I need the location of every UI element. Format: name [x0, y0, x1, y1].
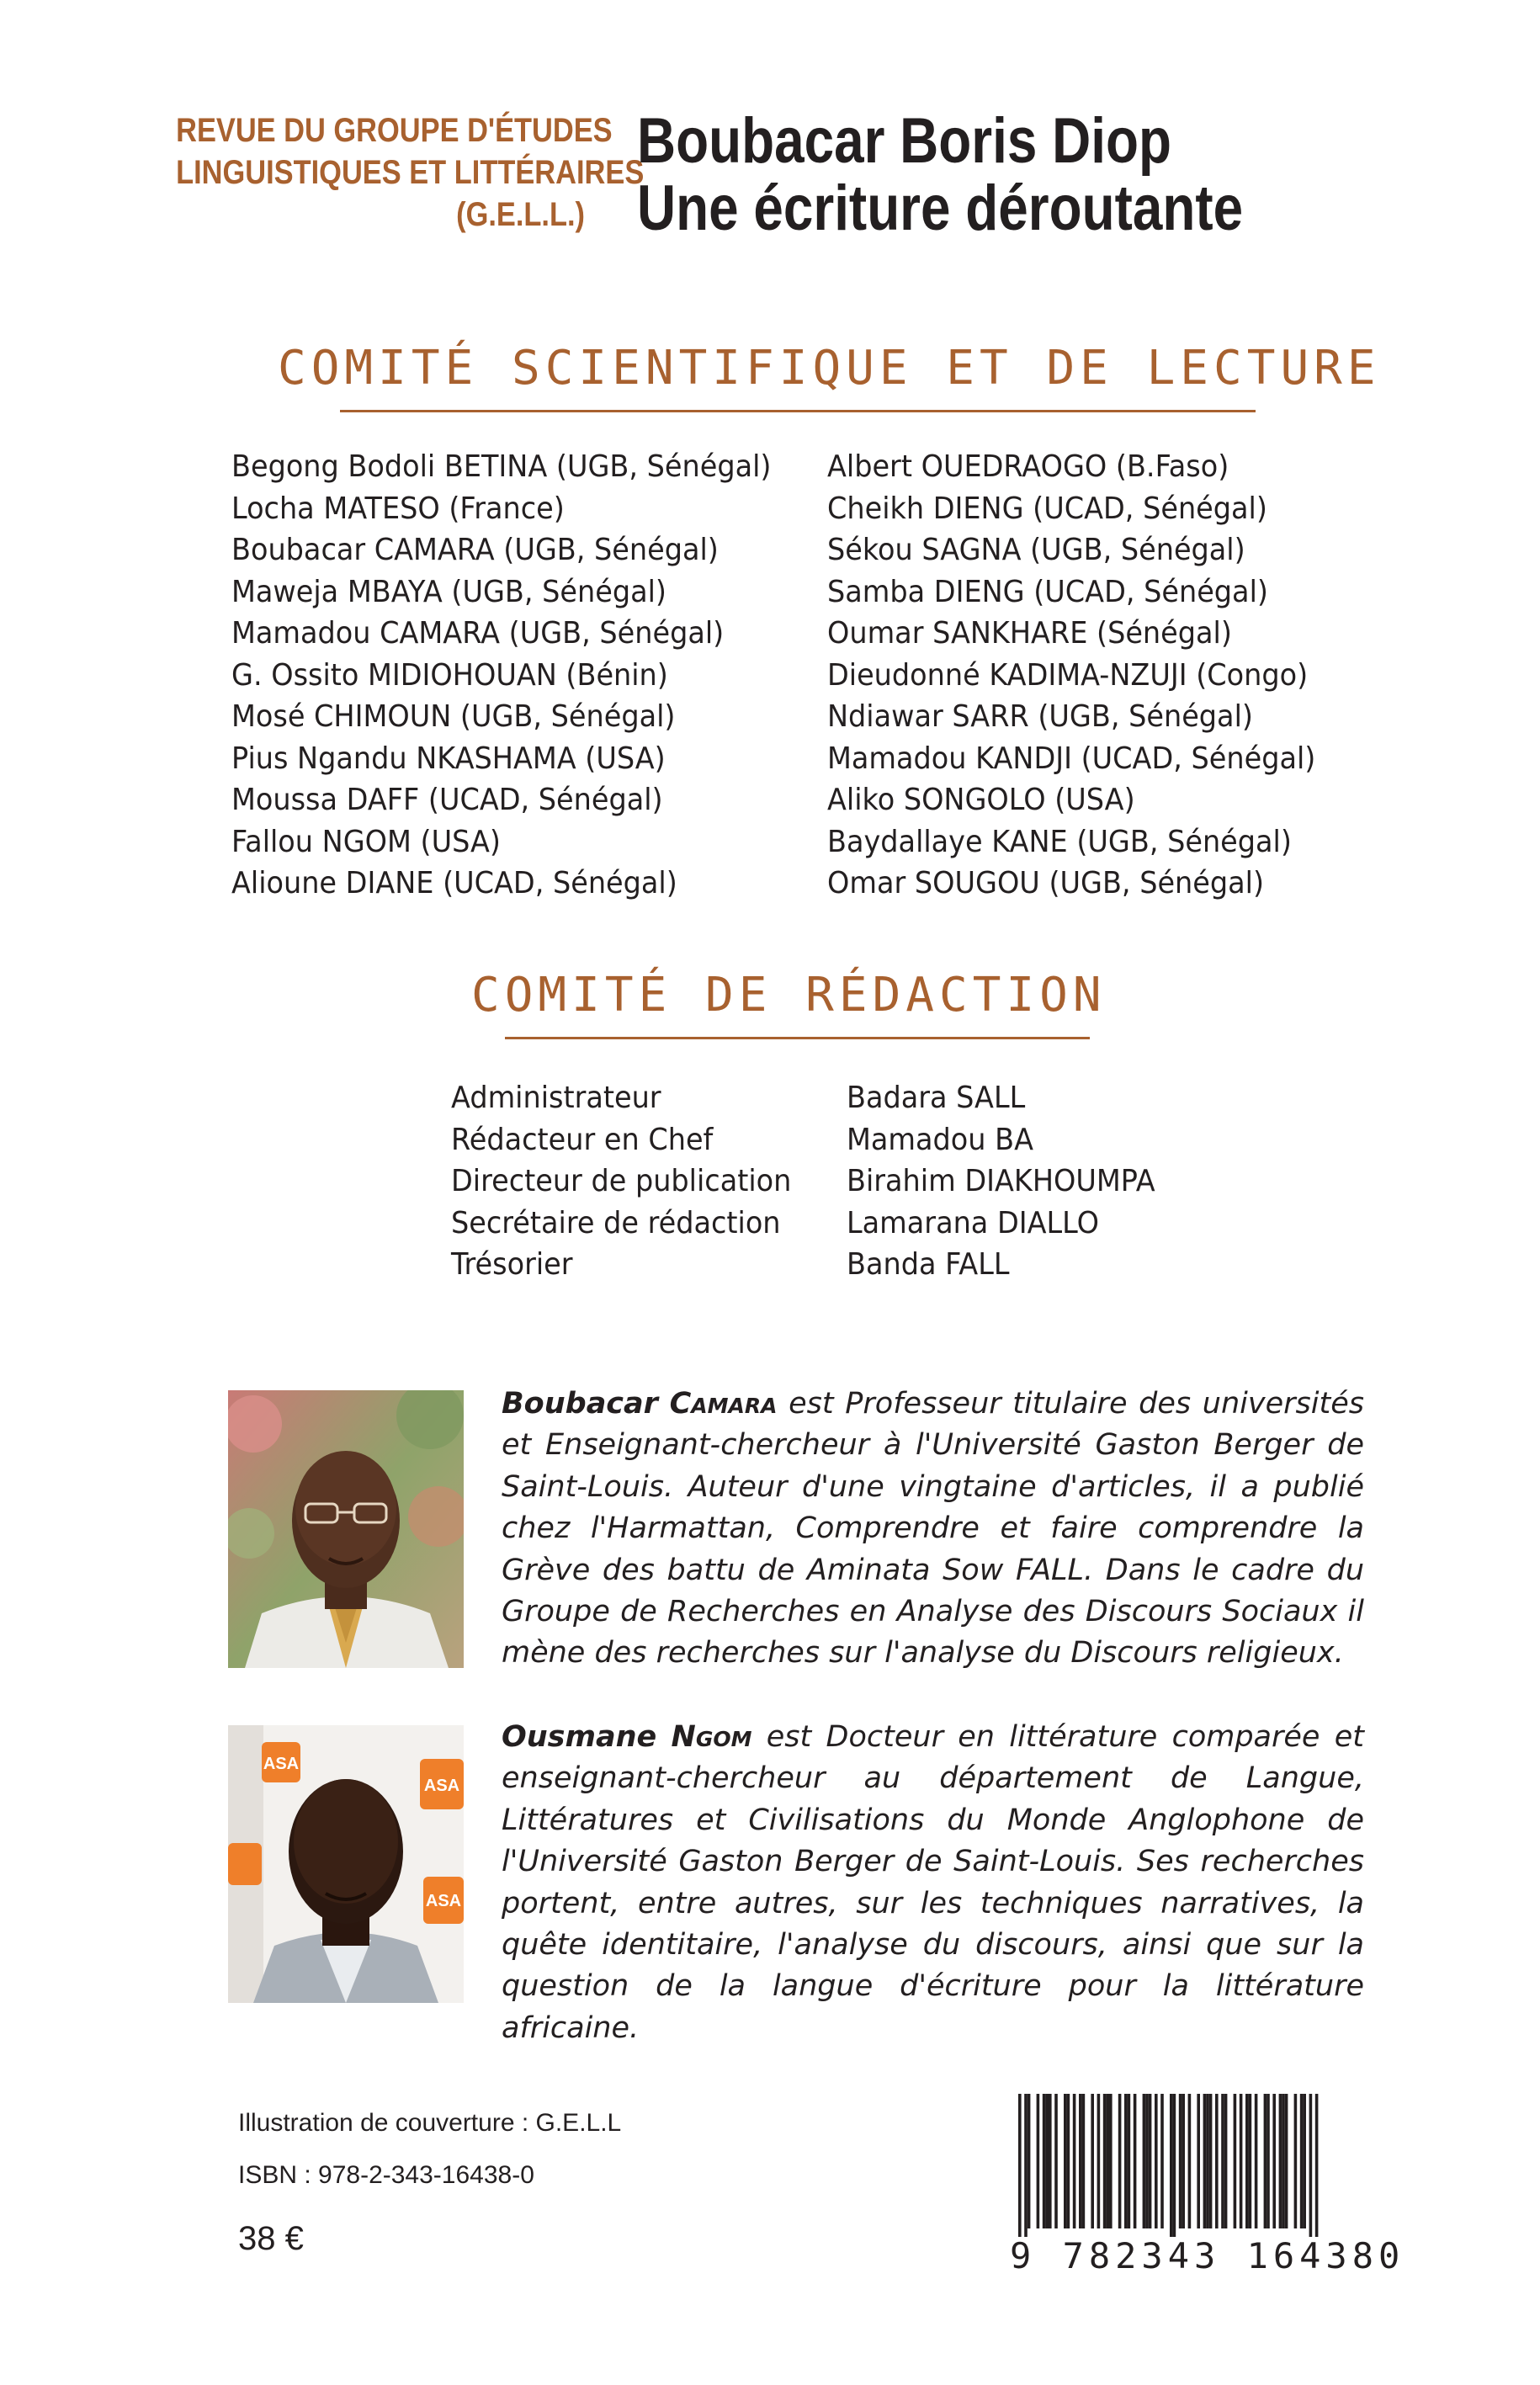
book-title: [637, 105, 1244, 244]
barcode-bar: [1155, 2094, 1158, 2228]
committee-member: Albert OUEDRAOGO (B.Faso): [827, 449, 1229, 484]
barcode-bar: [1064, 2094, 1067, 2228]
journal-name-line: (G.E.L.L.): [456, 196, 585, 233]
barcode-bar: [1206, 2094, 1209, 2228]
editorial-member: Badara SALL: [847, 1081, 1026, 1115]
barcode-bar: [1209, 2094, 1213, 2228]
barcode-bar: [1079, 2094, 1082, 2228]
barcode-bar: [1309, 2094, 1313, 2237]
journal-name: [176, 109, 645, 236]
barcode-bar: [1037, 2094, 1040, 2228]
barcode-bar: [1043, 2094, 1046, 2228]
barcode-bar: [1118, 2094, 1122, 2228]
barcode-digits: 9 782343 164380: [1010, 2235, 1405, 2276]
barcode-bar: [1109, 2094, 1113, 2228]
barcode-bar: [1179, 2094, 1182, 2228]
barcode-bar: [1303, 2094, 1306, 2228]
barcode-bar: [1221, 2094, 1224, 2228]
barcode-bar: [1315, 2094, 1319, 2237]
barcode-bar: [1215, 2094, 1219, 2228]
editorial-committee-title: COMITÉ DE RÉDACTION: [471, 968, 1107, 1023]
barcode-bar: [1300, 2094, 1304, 2228]
committee-member: Moussa DAFF (UCAD, Sénégal): [231, 783, 663, 817]
bio-text: est Docteur en littérature comparée et enseignant-chercheur au département de Langue, Littératures et Civilisations du Monde Anglophone de l'Université Gaston Berger de Saint-Louis. Ses recherches portent, entre autres, sur les techniques narratives, la quête identitaire, l'analyse du discours, ainsi que sur la question de la langue d'écriture pour la littérature africaine.: [502, 1720, 1364, 2045]
barcode-bar: [1272, 2094, 1276, 2228]
editorial-committee-rule: [505, 1037, 1090, 1039]
committee-member: Dieudonné KADIMA-NZUJI (Congo): [827, 657, 1309, 693]
barcode-bar: [1018, 2094, 1022, 2237]
barcode-bar: [1285, 2094, 1288, 2228]
bio-ousmane-ngom: [502, 1717, 1364, 2049]
committee-member: Locha MATESO (France): [231, 491, 565, 526]
barcode-bar: [1128, 2094, 1131, 2228]
committee-member: Oumar SANKHARE (Sénégal): [827, 616, 1232, 651]
committee-member: Baydallaye KANE (UGB, Sénégal): [827, 824, 1292, 859]
committee-member: Omar SOUGOU (UGB, Sénégal): [827, 866, 1265, 900]
badge-text: ASA: [423, 1777, 460, 1795]
bio-last-name: Ngom: [671, 1720, 752, 1754]
book-title-line: Boubacar Boris Diop: [637, 105, 1171, 177]
barcode-bar: [1097, 2094, 1101, 2228]
editorial-member: Lamarana DIALLO: [847, 1205, 1099, 1240]
cover-illustration-credit: Illustration de couverture : G.E.L.L: [238, 2109, 622, 2137]
editorial-member: Birahim DIAKHOUMPA: [847, 1164, 1155, 1198]
editorial-role: Trésorier: [451, 1247, 573, 1282]
scientific-committee-rule: [340, 410, 1256, 412]
bio-first-name: Ousmane: [502, 1720, 657, 1754]
barcode-bar: [1103, 2094, 1107, 2228]
barcode-bar: [1279, 2094, 1282, 2228]
barcode-bar: [1045, 2094, 1049, 2228]
bio-text: est Professeur titulaire des universités et Enseignant-chercheur à l'Université Gaston Berger de Saint-Louis. Auteur d'une vingtaine d'articles, il a publié chez l'Harmattan, Comprendre et faire comprendre la Grève des battu de Aminata Sow FALL. Dans le cadre du Groupe de Recherches en Analyse des Discours Sociaux il mène des recherches sur l'analyse du Discours religieux.: [502, 1387, 1364, 1671]
editorial-role: Secrétaire de rédaction: [451, 1205, 781, 1240]
barcode-bar: [1073, 2094, 1076, 2228]
barcode-bar: [1160, 2094, 1164, 2228]
barcode-bar: [1224, 2094, 1228, 2228]
barcode-bar: [1067, 2094, 1070, 2228]
book-subtitle-line: Une écriture déroutante: [637, 173, 1244, 244]
author-photo-ousmane-ngom: [228, 1725, 464, 2003]
barcode: [1010, 2094, 1405, 2276]
barcode-bar: [1234, 2094, 1237, 2228]
barcode-bar: [1124, 2094, 1128, 2228]
barcode-bar: [1145, 2094, 1149, 2228]
bio-last-name: Camara: [669, 1387, 778, 1421]
committee-member: Mosé CHIMOUN (UGB, Sénégal): [231, 699, 676, 734]
committee-member: Cheikh DIENG (UCAD, Sénégal): [827, 491, 1267, 526]
barcode-bar: [1091, 2094, 1094, 2228]
editorial-role: Administrateur: [451, 1081, 661, 1115]
barcode-bar: [1024, 2094, 1028, 2237]
barcode-bar: [1054, 2094, 1058, 2228]
committee-member: Mamadou CAMARA (UGB, Sénégal): [231, 616, 725, 651]
committee-member: Samba DIENG (UCAD, Sénégal): [827, 574, 1268, 609]
scientific-committee-left-column: [231, 446, 812, 905]
barcode-bar: [1143, 2094, 1146, 2228]
bio-boubacar-camara: [502, 1384, 1364, 1675]
price: 38 €: [238, 2220, 304, 2257]
barcode-bar: [1082, 2094, 1086, 2228]
barcode-bar: [1106, 2094, 1109, 2228]
committee-member: Aliko SONGOLO (USA): [827, 783, 1135, 817]
portrait-image: [228, 1390, 464, 1668]
scientific-committee-right-column: [827, 446, 1352, 905]
barcode-bars: [1010, 2094, 1330, 2237]
editorial-names-column: [847, 1077, 1178, 1286]
barcode-bar: [1240, 2094, 1243, 2228]
barcode-bar: [1282, 2094, 1285, 2228]
committee-member: Fallou NGOM (USA): [231, 824, 501, 859]
barcode-bar: [1255, 2094, 1258, 2228]
barcode-bar: [1197, 2094, 1200, 2228]
committee-member: Begong Bodoli BETINA (UGB, Sénégal): [231, 449, 772, 484]
barcode-bar: [1267, 2094, 1270, 2228]
committee-member: Maweja MBAYA (UGB, Sénégal): [231, 574, 666, 609]
portrait-image: [228, 1725, 464, 2003]
committee-member: Ndiawar SARR (UGB, Sénégal): [827, 699, 1253, 734]
journal-name-line: REVUE DU GROUPE D'ÉTUDES: [176, 112, 613, 149]
barcode-bar: [1264, 2094, 1267, 2228]
badge-text: ASA: [263, 1755, 300, 1773]
bio-first-name: Boubacar: [502, 1387, 658, 1421]
author-photo-boubacar-camara: [228, 1390, 464, 1668]
barcode-bar: [1170, 2094, 1173, 2237]
journal-name-line: LINGUISTIQUES ET LITTÉRAIRES: [176, 154, 645, 191]
barcode-bar: [1028, 2094, 1031, 2228]
editorial-role: Directeur de publication: [451, 1164, 792, 1198]
editorial-member: Banda FALL: [847, 1247, 1010, 1282]
committee-member: Sékou SAGNA (UGB, Sénégal): [827, 533, 1245, 567]
barcode-bar: [1188, 2094, 1192, 2228]
editorial-member: Mamadou BA: [847, 1122, 1034, 1157]
barcode-bar: [1203, 2094, 1207, 2228]
scientific-committee-title: COMITÉ SCIENTIFIQUE ET DE LECTURE: [278, 341, 1381, 396]
barcode-bar: [1245, 2094, 1249, 2228]
badge-text: ASA: [425, 1892, 462, 1910]
barcode-bar: [1134, 2094, 1137, 2228]
isbn: ISBN : 978-2-343-16438-0: [238, 2161, 534, 2189]
committee-member: Alioune DIANE (UCAD, Sénégal): [231, 866, 677, 900]
barcode-bar: [1249, 2094, 1252, 2228]
committee-member: Mamadou KANDJI (UCAD, Sénégal): [827, 741, 1316, 776]
committee-member: G. Ossito MIDIOHOUAN (Bénin): [231, 657, 668, 693]
barcode-bar: [1149, 2094, 1152, 2228]
barcode-bar: [1173, 2094, 1176, 2237]
editorial-role: Rédacteur en Chef: [451, 1122, 714, 1157]
committee-member: Boubacar CAMARA (UGB, Sénégal): [231, 533, 719, 567]
committee-member: Pius Ngandu NKASHAMA (USA): [231, 741, 666, 776]
barcode-bar: [1294, 2094, 1298, 2228]
editorial-roles-column: [451, 1077, 817, 1286]
barcode-bar: [1049, 2094, 1052, 2228]
barcode-bar: [1182, 2094, 1185, 2228]
